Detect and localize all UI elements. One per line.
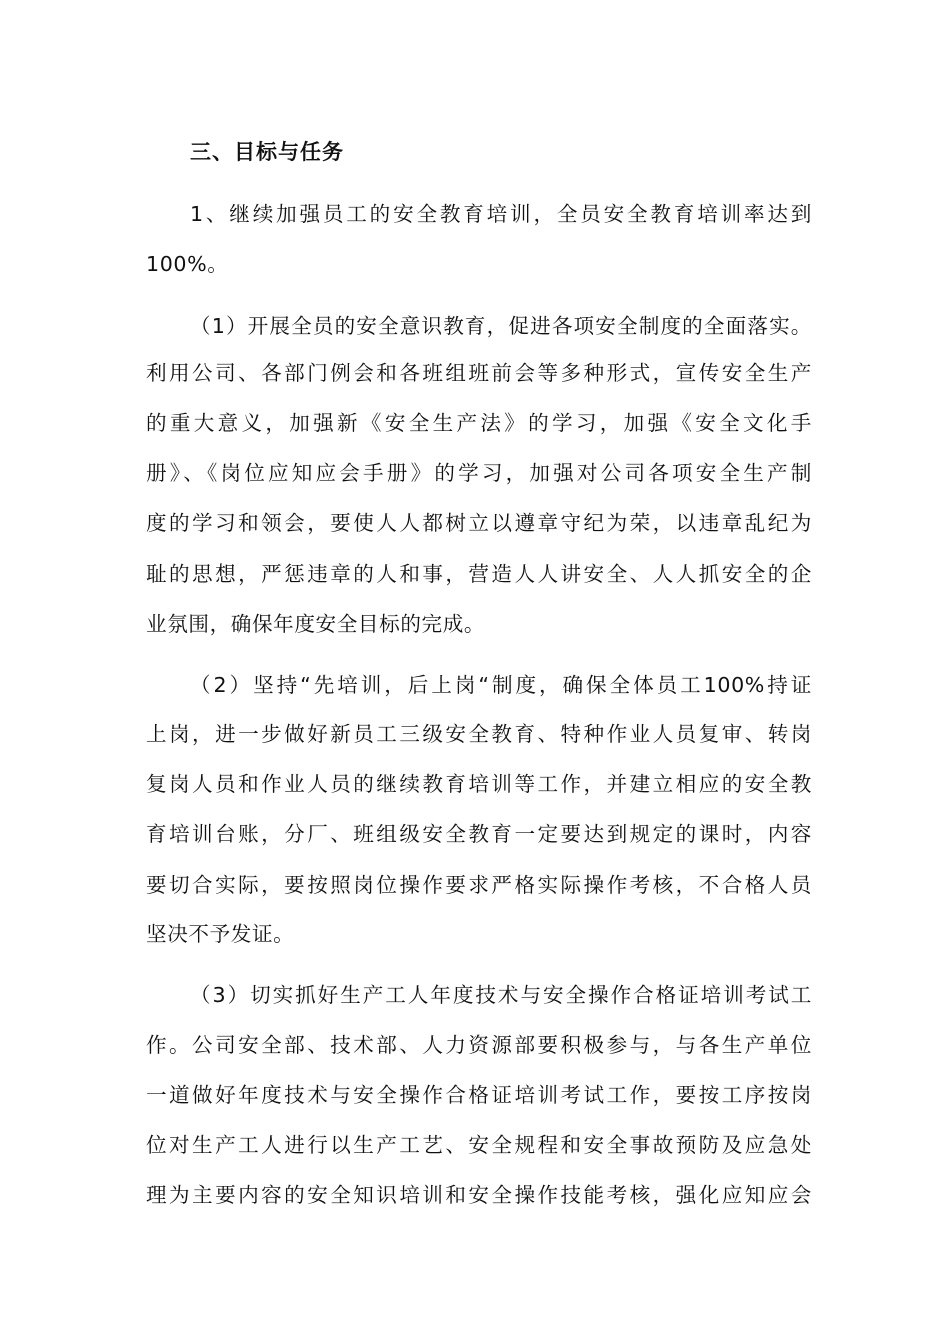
paragraph-2-line-3: 的重大意义，加强新《安全生产法》的学习，加强《安全文化手 (146, 411, 812, 435)
paragraph-2-line-5: 度的学习和领会，要使人人都树立以遵章守纪为荣，以违章乱纪为 (146, 511, 812, 535)
paragraph-2-line-1: （1）开展全员的安全意识教育，促进各项安全制度的全面落实。 (190, 314, 812, 338)
paragraph-2-line-6: 耻的思想，严惩违章的人和事，营造人人讲安全、人人抓安全的企 (146, 562, 812, 586)
paragraph-3-line-1: （2）坚持“先培训，后上岗“制度，确保全体员工100%持证 (190, 673, 812, 697)
paragraph-4-line-2: 作。公司安全部、技术部、人力资源部要积极参与，与各生产单位 (146, 1033, 812, 1057)
paragraph-1-line-1: 1、继续加强员工的安全教育培训，全员安全教育培训率达到 (190, 202, 812, 226)
section-heading: 三、目标与任务 (190, 140, 344, 164)
paragraph-3-line-2: 上岗，进一步做好新员工三级安全教育、特种作业人员复审、转岗 (146, 722, 812, 746)
paragraph-4-line-4: 位对生产工人进行以生产工艺、安全规程和安全事故预防及应急处 (146, 1133, 812, 1157)
paragraph-3-line-6: 坚决不予发证。 (146, 922, 295, 946)
paragraph-4-line-3: 一道做好年度技术与安全操作合格证培训考试工作，要按工序按岗 (146, 1083, 812, 1107)
paragraph-2-line-4: 册》、《岗位应知应会手册》的学习，加强对公司各项安全生产制 (146, 461, 812, 485)
paragraph-2-line-2: 利用公司、各部门例会和各班组班前会等多种形式，宣传安全生产 (146, 361, 812, 385)
paragraph-3-line-4: 育培训台账，分厂、班组级安全教育一定要达到规定的课时，内容 (146, 822, 812, 846)
paragraph-2-line-7: 业氛围，确保年度安全目标的完成。 (146, 612, 486, 636)
paragraph-4-line-5: 理为主要内容的安全知识培训和安全操作技能考核，强化应知应会 (146, 1183, 812, 1207)
paragraph-3-line-5: 要切合实际，要按照岗位操作要求严格实际操作考核，不合格人员 (146, 873, 812, 897)
paragraph-1-line-2: 100%。 (146, 252, 229, 276)
paragraph-4-line-1: （3）切实抓好生产工人年度技术与安全操作合格证培训考试工 (190, 983, 812, 1007)
paragraph-3-line-3: 复岗人员和作业人员的继续教育培训等工作，并建立相应的安全教 (146, 772, 812, 796)
